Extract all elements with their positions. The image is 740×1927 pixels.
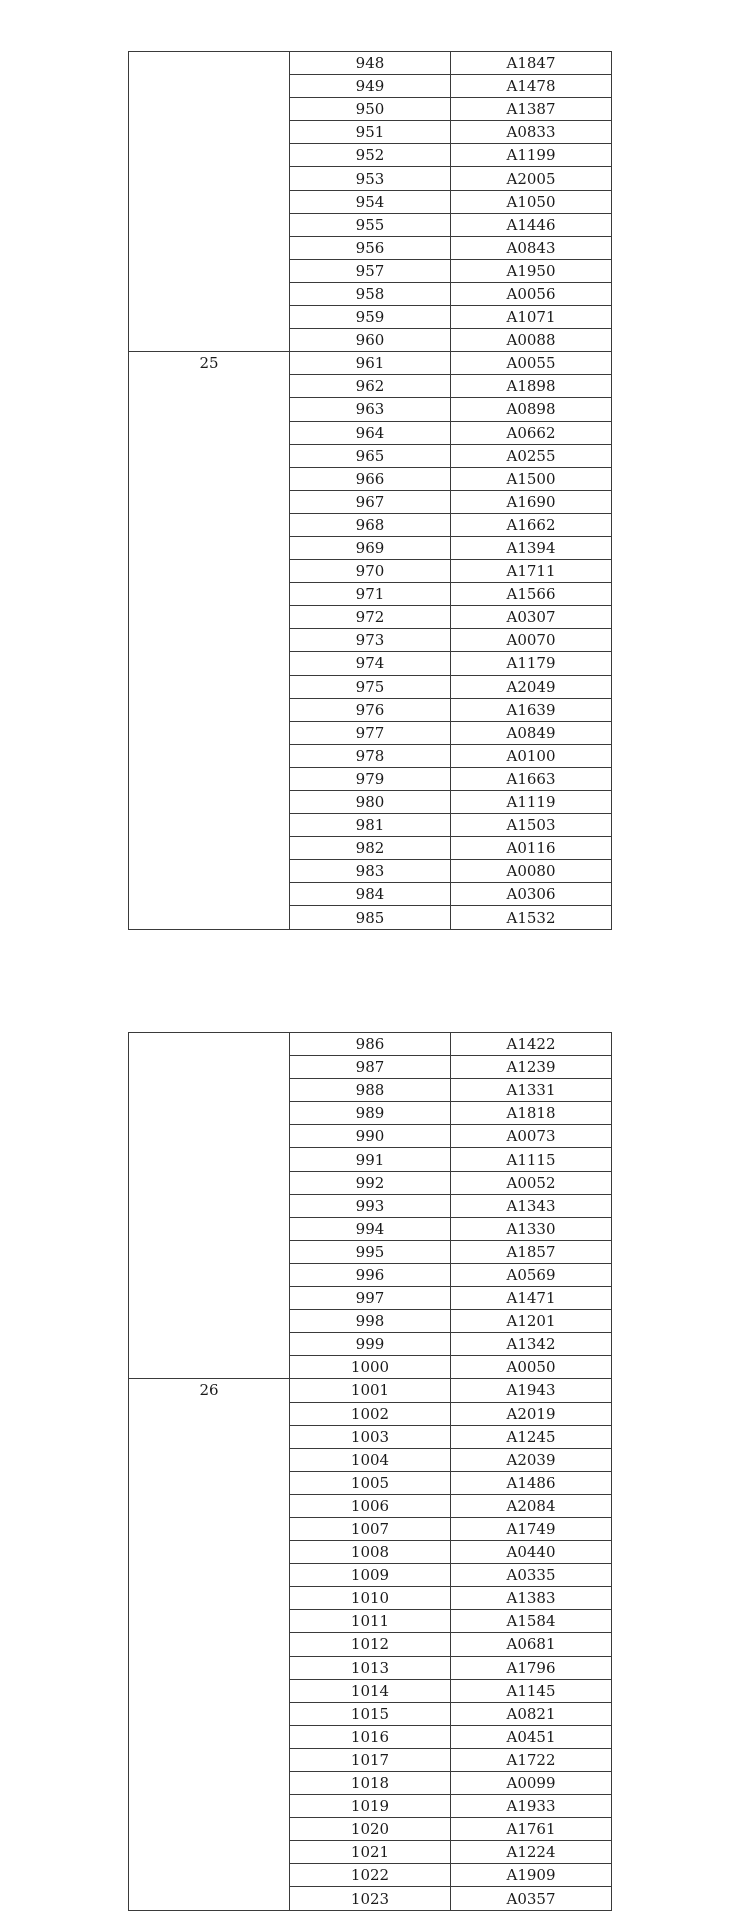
sequence-number-cell: 968 (290, 513, 451, 536)
code-cell: A0306 (451, 883, 612, 906)
code-cell: A1201 (451, 1310, 612, 1333)
sequence-number-cell: 996 (290, 1263, 451, 1286)
sequence-number-cell: 998 (290, 1310, 451, 1333)
code-cell: A0821 (451, 1702, 612, 1725)
sequence-number-cell: 1016 (290, 1725, 451, 1748)
sequence-number-cell: 1021 (290, 1841, 451, 1864)
code-cell: A0440 (451, 1541, 612, 1564)
sequence-number-cell: 1004 (290, 1448, 451, 1471)
code-cell: A1584 (451, 1610, 612, 1633)
code-cell: A0849 (451, 721, 612, 744)
code-cell: A1330 (451, 1217, 612, 1240)
sequence-number-cell: 956 (290, 236, 451, 259)
sequence-number-cell: 978 (290, 744, 451, 767)
sequence-number-cell: 1001 (290, 1379, 451, 1402)
sequence-number-cell: 979 (290, 767, 451, 790)
group-label-cell: 26 (129, 1379, 290, 1910)
table-body (129, 1033, 612, 1911)
code-cell: A1500 (451, 467, 612, 490)
sequence-number-cell: 961 (290, 352, 451, 375)
sequence-number-cell: 986 (290, 1033, 451, 1056)
code-cell: A1394 (451, 536, 612, 559)
sequence-number-cell: 958 (290, 282, 451, 305)
sequence-number-cell: 984 (290, 883, 451, 906)
sequence-number-cell: 952 (290, 144, 451, 167)
code-cell: A0116 (451, 837, 612, 860)
sequence-number-cell: 950 (290, 98, 451, 121)
sequence-number-cell: 997 (290, 1287, 451, 1310)
sequence-number-cell: 995 (290, 1240, 451, 1263)
sequence-number-cell: 1006 (290, 1494, 451, 1517)
code-cell: A1761 (451, 1818, 612, 1841)
code-cell: A1933 (451, 1795, 612, 1818)
code-cell: A0052 (451, 1171, 612, 1194)
code-cell: A0055 (451, 352, 612, 375)
sequence-number-cell: 964 (290, 421, 451, 444)
sequence-number-cell: 1015 (290, 1702, 451, 1725)
code-cell: A1387 (451, 98, 612, 121)
sequence-number-cell: 948 (290, 52, 451, 75)
group-label-cell (129, 52, 290, 352)
sequence-number-cell: 963 (290, 398, 451, 421)
sequence-number-cell: 1022 (290, 1864, 451, 1887)
code-cell: A2084 (451, 1494, 612, 1517)
sequence-number-cell: 1005 (290, 1471, 451, 1494)
sequence-number-cell: 1019 (290, 1795, 451, 1818)
code-cell: A0080 (451, 860, 612, 883)
code-cell: A1566 (451, 583, 612, 606)
code-cell: A0843 (451, 236, 612, 259)
sequence-number-cell: 969 (290, 536, 451, 559)
code-cell: A2005 (451, 167, 612, 190)
table-row (129, 1033, 612, 1056)
code-cell: A1796 (451, 1656, 612, 1679)
sequence-number-cell: 992 (290, 1171, 451, 1194)
code-cell: A1818 (451, 1102, 612, 1125)
sequence-number-cell: 1009 (290, 1564, 451, 1587)
code-cell: A1383 (451, 1587, 612, 1610)
code-cell: A1690 (451, 490, 612, 513)
code-cell: A1331 (451, 1079, 612, 1102)
sequence-number-cell: 973 (290, 629, 451, 652)
code-cell: A1145 (451, 1679, 612, 1702)
code-cell: A1343 (451, 1194, 612, 1217)
code-cell: A1847 (451, 52, 612, 75)
sequence-number-cell: 1011 (290, 1610, 451, 1633)
code-cell: A1711 (451, 560, 612, 583)
code-cell: A1943 (451, 1379, 612, 1402)
sequence-number-cell: 1018 (290, 1772, 451, 1795)
sequence-number-cell: 1008 (290, 1541, 451, 1564)
group-label-cell: 25 (129, 352, 290, 929)
code-cell: A1857 (451, 1240, 612, 1263)
sequence-number-cell: 965 (290, 444, 451, 467)
code-cell: A1471 (451, 1287, 612, 1310)
code-cell: A1224 (451, 1841, 612, 1864)
code-cell: A1446 (451, 213, 612, 236)
code-cell: A1662 (451, 513, 612, 536)
code-cell: A1478 (451, 75, 612, 98)
sequence-number-cell: 951 (290, 121, 451, 144)
code-cell: A0056 (451, 282, 612, 305)
code-cell: A1115 (451, 1148, 612, 1171)
code-cell: A1503 (451, 814, 612, 837)
sequence-number-cell: 985 (290, 906, 451, 929)
code-cell: A1050 (451, 190, 612, 213)
code-cell: A0451 (451, 1725, 612, 1748)
code-cell: A1909 (451, 1864, 612, 1887)
sequence-number-cell: 988 (290, 1079, 451, 1102)
code-cell: A1422 (451, 1033, 612, 1056)
sequence-number-cell: 1012 (290, 1633, 451, 1656)
sequence-number-cell: 955 (290, 213, 451, 236)
code-cell: A0070 (451, 629, 612, 652)
assignment-table-2 (128, 1032, 612, 1911)
assignment-table-1 (128, 51, 612, 930)
code-cell: A0099 (451, 1772, 612, 1795)
sequence-number-cell: 966 (290, 467, 451, 490)
code-cell: A1749 (451, 1517, 612, 1540)
code-cell: A0569 (451, 1263, 612, 1286)
code-cell: A0255 (451, 444, 612, 467)
sequence-number-cell: 980 (290, 791, 451, 814)
code-cell: A0898 (451, 398, 612, 421)
code-cell: A1239 (451, 1056, 612, 1079)
table-body (129, 52, 612, 930)
sequence-number-cell: 999 (290, 1333, 451, 1356)
sequence-number-cell: 959 (290, 306, 451, 329)
table-row (129, 52, 612, 75)
sequence-number-cell: 1007 (290, 1517, 451, 1540)
sequence-number-cell: 972 (290, 606, 451, 629)
sequence-number-cell: 982 (290, 837, 451, 860)
sequence-number-cell: 983 (290, 860, 451, 883)
group-label-cell (129, 1033, 290, 1379)
sequence-number-cell: 1000 (290, 1356, 451, 1379)
code-cell: A1119 (451, 791, 612, 814)
sequence-number-cell: 989 (290, 1102, 451, 1125)
code-cell: A2049 (451, 675, 612, 698)
sequence-number-cell: 990 (290, 1125, 451, 1148)
code-cell: A1532 (451, 906, 612, 929)
code-cell: A2039 (451, 1448, 612, 1471)
sequence-number-cell: 974 (290, 652, 451, 675)
sequence-number-cell: 957 (290, 259, 451, 282)
sequence-number-cell: 1017 (290, 1748, 451, 1771)
sequence-number-cell: 1013 (290, 1656, 451, 1679)
sequence-number-cell: 1020 (290, 1818, 451, 1841)
sequence-number-cell: 962 (290, 375, 451, 398)
sequence-number-cell: 954 (290, 190, 451, 213)
code-cell: A1950 (451, 259, 612, 282)
code-cell: A0307 (451, 606, 612, 629)
sequence-number-cell: 977 (290, 721, 451, 744)
sequence-number-cell: 1003 (290, 1425, 451, 1448)
sequence-number-cell: 975 (290, 675, 451, 698)
code-cell: A1071 (451, 306, 612, 329)
code-cell: A0662 (451, 421, 612, 444)
code-cell: A1179 (451, 652, 612, 675)
code-cell: A1722 (451, 1748, 612, 1771)
code-cell: A1898 (451, 375, 612, 398)
sequence-number-cell: 970 (290, 560, 451, 583)
code-cell: A0357 (451, 1887, 612, 1910)
sequence-number-cell: 971 (290, 583, 451, 606)
sequence-number-cell: 1023 (290, 1887, 451, 1910)
code-cell: A0050 (451, 1356, 612, 1379)
sequence-number-cell: 976 (290, 698, 451, 721)
table-row (129, 1379, 612, 1402)
sequence-number-cell: 987 (290, 1056, 451, 1079)
code-cell: A1199 (451, 144, 612, 167)
code-cell: A0100 (451, 744, 612, 767)
code-cell: A2019 (451, 1402, 612, 1425)
code-cell: A0335 (451, 1564, 612, 1587)
code-cell: A0073 (451, 1125, 612, 1148)
code-cell: A1639 (451, 698, 612, 721)
code-cell: A0088 (451, 329, 612, 352)
code-cell: A1342 (451, 1333, 612, 1356)
sequence-number-cell: 953 (290, 167, 451, 190)
code-cell: A1245 (451, 1425, 612, 1448)
code-cell: A0681 (451, 1633, 612, 1656)
sequence-number-cell: 1002 (290, 1402, 451, 1425)
sequence-number-cell: 993 (290, 1194, 451, 1217)
sequence-number-cell: 967 (290, 490, 451, 513)
code-cell: A1486 (451, 1471, 612, 1494)
sequence-number-cell: 981 (290, 814, 451, 837)
sequence-number-cell: 1010 (290, 1587, 451, 1610)
table-row (129, 352, 612, 375)
sequence-number-cell: 991 (290, 1148, 451, 1171)
sequence-number-cell: 1014 (290, 1679, 451, 1702)
sequence-number-cell: 949 (290, 75, 451, 98)
code-cell: A1663 (451, 767, 612, 790)
code-cell: A0833 (451, 121, 612, 144)
sequence-number-cell: 960 (290, 329, 451, 352)
sequence-number-cell: 994 (290, 1217, 451, 1240)
